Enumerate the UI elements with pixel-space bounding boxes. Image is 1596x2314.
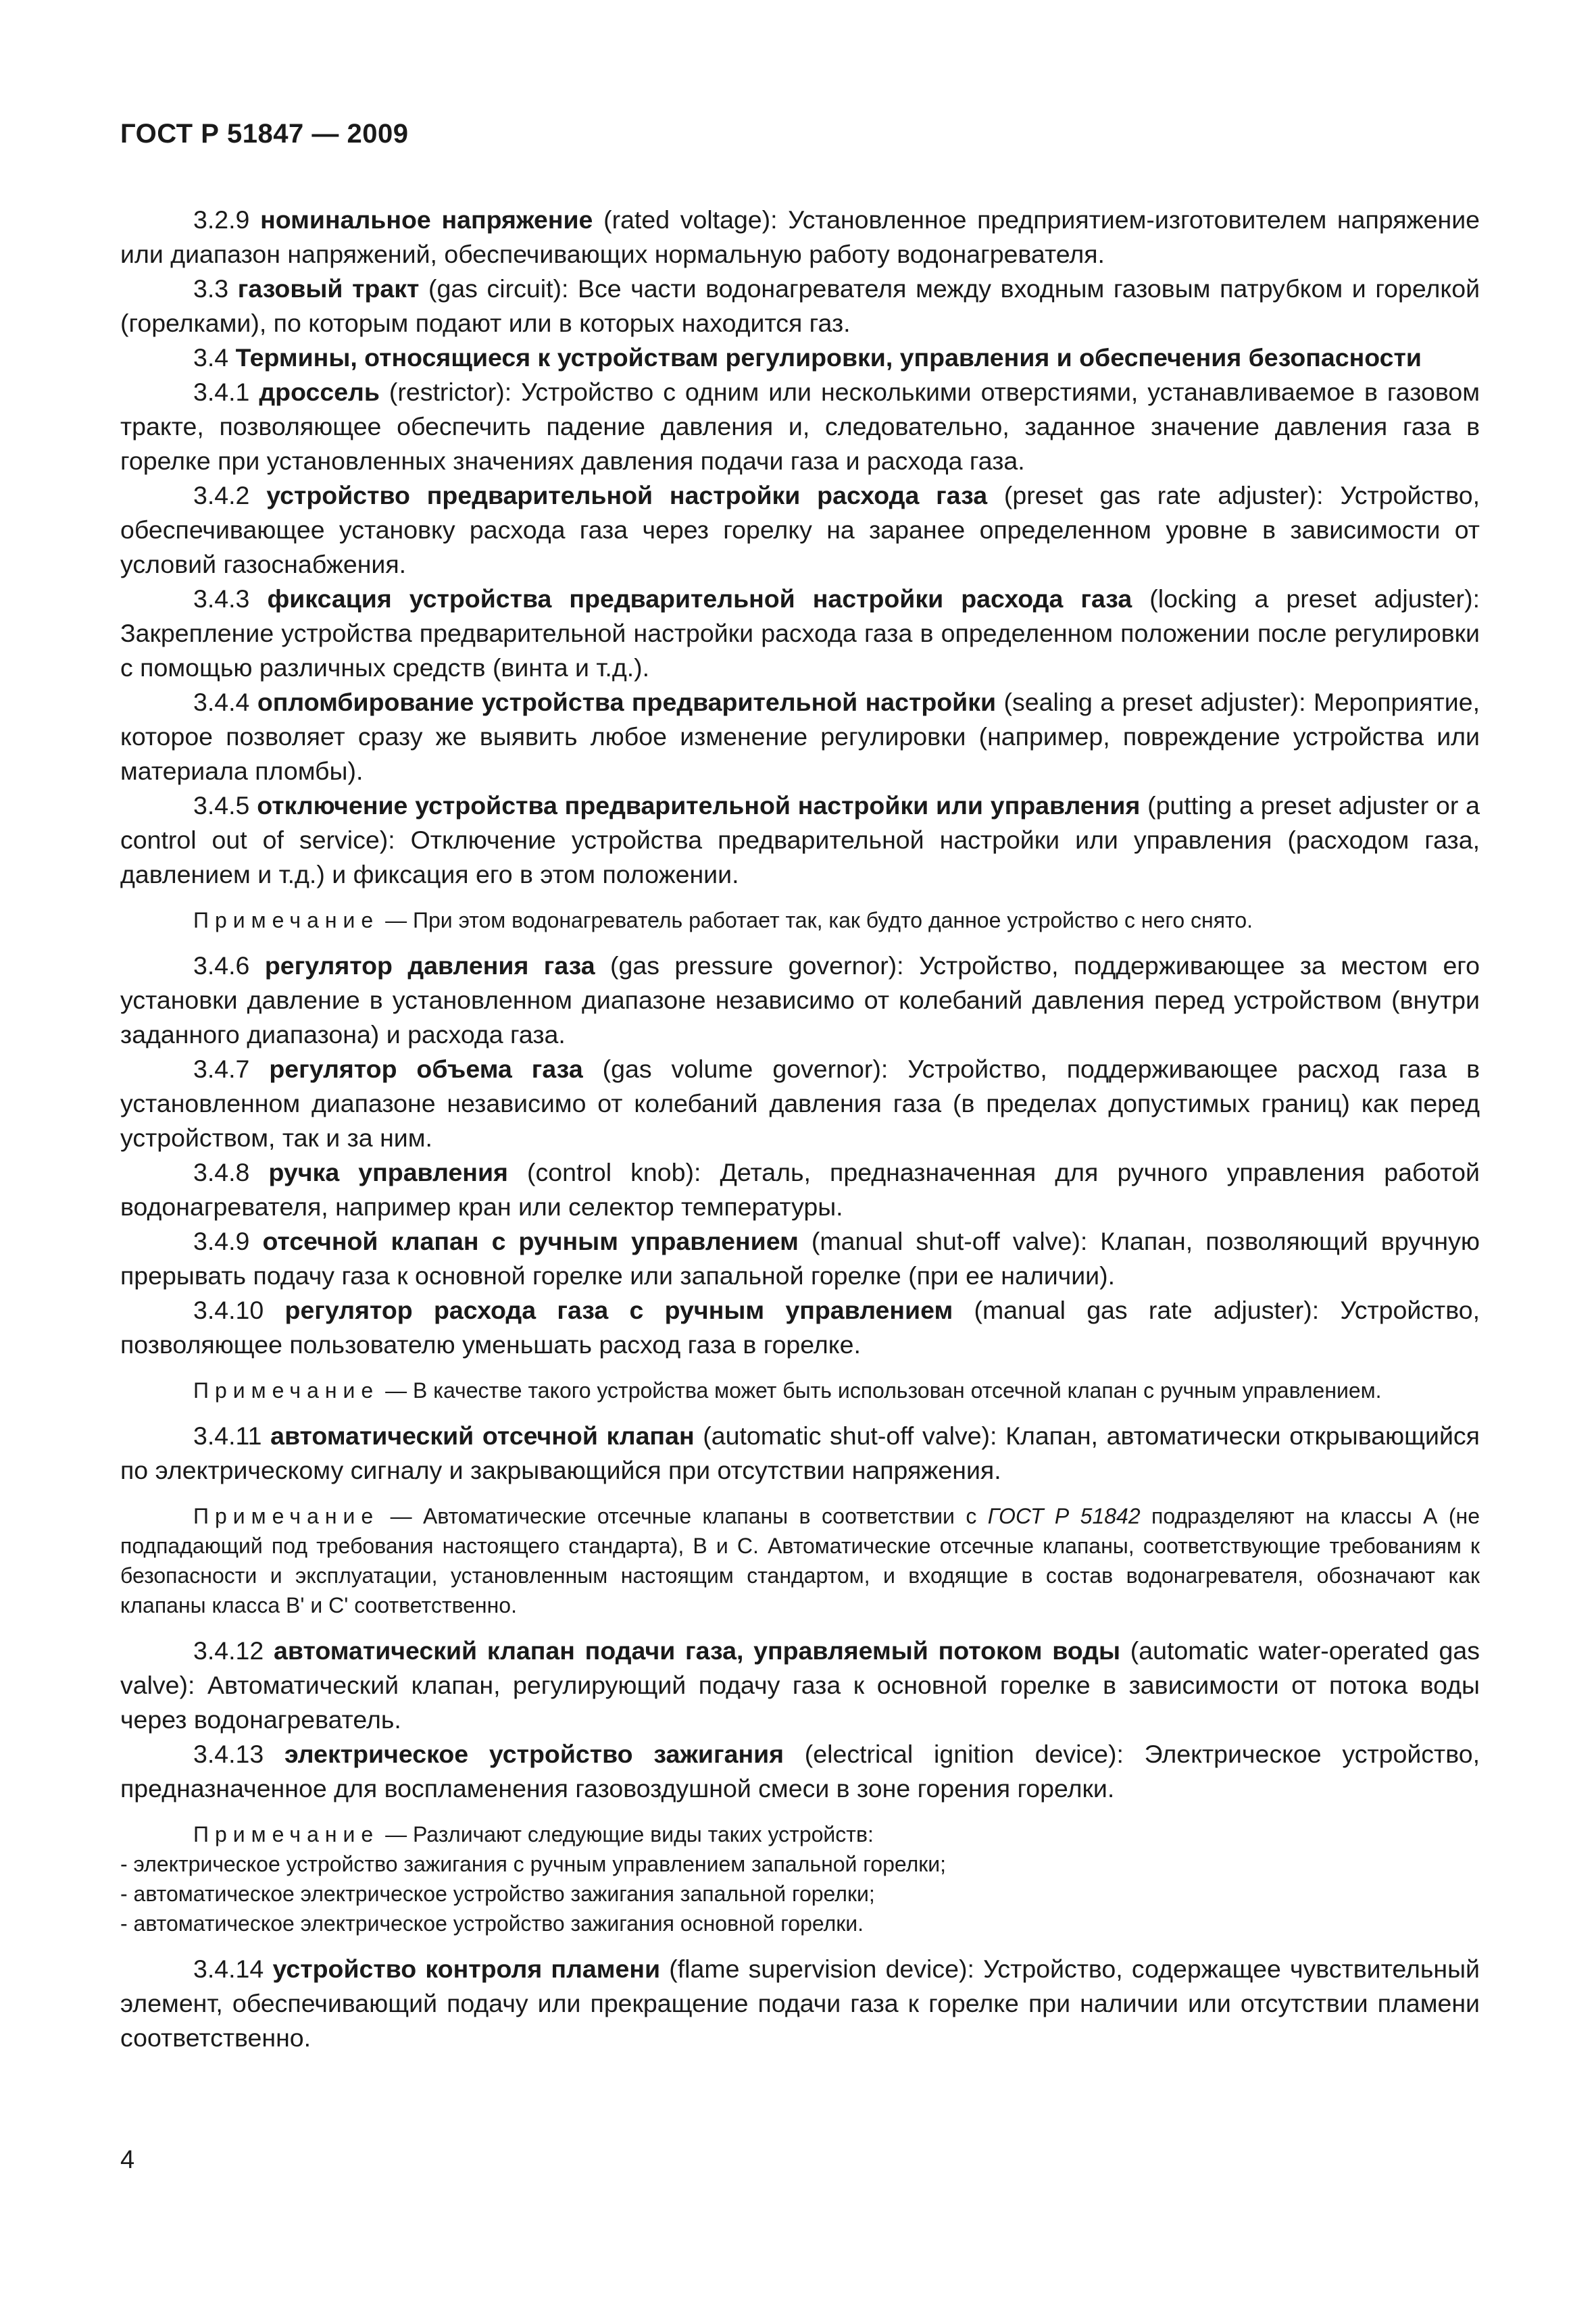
term-description: (sealing a preset adjuster): Мероприятие, которое позволяет сразу же выявить любое изменение регулировки (например, повреждение устройства или материала пломбы).: [120, 688, 1480, 785]
term-name: автоматический отсечной клапан: [270, 1422, 695, 1450]
clause-number: 3.4.5: [193, 791, 250, 820]
term-description: (gas volume governor): Устройство, поддерживающее расход газа в установленном диапазоне независимо от колебаний давления газа (в пределах допустимых границ) как перед устройством, так и за ним.: [120, 1055, 1480, 1152]
sections-group-1: [120, 203, 1480, 892]
term-name: регулятор объема газа: [269, 1055, 583, 1083]
clause-number: 3.4.2: [193, 481, 250, 509]
clause-number: 3.4: [193, 343, 229, 372]
term-definition-3-4-5: [120, 788, 1480, 892]
term-name: Термины, относящиеся к устройствам регулировки, управления и обеспечения безопасности: [235, 343, 1422, 372]
term-name: регулятор давления газа: [264, 951, 595, 980]
term-definition-3-2-9: [120, 203, 1480, 272]
term-name: фиксация устройства предварительной настройки расхода газа: [267, 584, 1132, 613]
list-item: - автоматическое электрическое устройство зажигания основной горелки.: [120, 1911, 864, 1936]
sections-group-5: [120, 1952, 1480, 2055]
term-name: дроссель: [259, 378, 380, 406]
clause-number: 3.4.13: [193, 1740, 264, 1768]
document-body: [120, 203, 1480, 2055]
term-definition-3-4-14: [120, 1952, 1480, 2055]
term-name: отсечной клапан с ручным управлением: [262, 1227, 799, 1255]
term-description: (gas circuit): Все части водонагревателя между входным газовым патрубком и горелкой (горелками), по которым подают или в которых находится газ.: [120, 274, 1480, 337]
term-name: устройство предварительной настройки расхода газа: [266, 481, 988, 509]
term-definition-3-4-3: [120, 582, 1480, 685]
note-label: Примечание: [193, 1378, 380, 1403]
term-name: регулятор расхода газа с ручным управлением: [284, 1296, 953, 1324]
term-definition-3-3: [120, 272, 1480, 341]
term-definition-3-4-8: [120, 1155, 1480, 1224]
note-text: — Различают следующие виды таких устройств:: [379, 1822, 874, 1846]
clause-number: 3.4.1: [193, 378, 250, 406]
note-text: — Автоматические отсечные клапаны в соответствии с: [379, 1504, 988, 1528]
note-intro: [120, 1819, 1480, 1849]
sections-group-4: [120, 1634, 1480, 1806]
term-description: (manual shut-off valve): Клапан, позволяющий вручную прерывать подачу газа к основной горелке или запальной горелке (при ее наличии).: [120, 1227, 1480, 1290]
note-1: [120, 905, 1480, 935]
term-name: опломбирование устройства предварительной настройки: [257, 688, 997, 716]
term-definition-3-4-7: [120, 1052, 1480, 1155]
sections-group-3: [120, 1419, 1480, 1488]
note-2: [120, 1376, 1480, 1405]
term-definition-3-4: [120, 341, 1480, 375]
term-description: (automatic shut-off valve): Клапан, автоматически открывающийся по электрическому сигналу и закрывающийся при отсутствии напряжения.: [120, 1422, 1480, 1484]
term-description: (flame supervision device): Устройство, содержащее чувствительный элемент, обеспечивающий подачу или прекращение подачи газа к горелке при наличии или отсутствии пламени соответственно.: [120, 1955, 1480, 2052]
term-name: устройство контроля пламени: [272, 1955, 661, 1983]
note-label: Примечание: [193, 908, 380, 932]
clause-number: 3.2.9: [193, 205, 250, 234]
clause-number: 3.4.12: [193, 1636, 264, 1665]
term-name: отключение устройства предварительной настройки или управления: [257, 791, 1141, 820]
term-definition-3-4-2: [120, 478, 1480, 582]
note-text: — При этом водонагреватель работает так, как будто данное устройство с него снято.: [379, 908, 1253, 932]
term-name: номинальное напряжение: [260, 205, 593, 234]
list-item: - электрическое устройство зажигания с ручным управлением запальной горелки;: [120, 1852, 947, 1876]
clause-number: 3.4.11: [193, 1422, 262, 1450]
note-list: [120, 1849, 1480, 1938]
term-definition-3-4-1: [120, 375, 1480, 478]
term-description: (gas pressure governor): Устройство, поддерживающее за местом его установки давление в установленном диапазоне независимо от колебаний давления перед устройством (внутри заданного диапазона) и расхода газа.: [120, 951, 1480, 1049]
clause-number: 3.4.4: [193, 688, 250, 716]
term-definition-3-4-12: [120, 1634, 1480, 1737]
term-definition-3-4-10: [120, 1293, 1480, 1362]
list-item: - автоматическое электрическое устройство зажигания запальной горелки;: [120, 1882, 875, 1906]
sections-group-2: [120, 949, 1480, 1362]
term-description: (preset gas rate adjuster): Устройство, обеспечивающее установку расхода газа через горелку на заранее определенном уровне в зависимости от условий газоснабжения.: [120, 481, 1480, 578]
clause-number: 3.4.3: [193, 584, 250, 613]
note-text: подразделяют на классы А (не подпадающий под требования настоящего стандарта), В и С. Автоматические отсечные клапаны, соответствующие требованиям к безопасности и эксплуатации, установленным настоящим стандартом, и входящие в состав водонагревателя, обозначают как клапаны класса В' и С' соответственно.: [120, 1504, 1480, 1617]
clause-number: 3.4.10: [193, 1296, 264, 1324]
clause-number: 3.4.14: [193, 1955, 264, 1983]
term-definition-3-4-13: [120, 1737, 1480, 1806]
clause-number: 3.4.6: [193, 951, 250, 980]
term-definition-3-4-9: [120, 1224, 1480, 1293]
term-description: (manual gas rate adjuster): Устройство, позволяющее пользователю уменьшать расход газа в горелке.: [120, 1296, 1480, 1359]
term-description: (rated voltage): Установленное предприятием-изготовителем напряжение или диапазон напряжений, обеспечивающих нормальную работу водонагревателя.: [120, 205, 1480, 268]
term-description: (control knob): Деталь, предназначенная для ручного управления работой водонагревателя, например кран или селектор температуры.: [120, 1158, 1480, 1221]
standard-reference: ГОСТ Р 51842: [987, 1504, 1141, 1528]
term-description: (automatic water-operated gas valve): Автоматический клапан, регулирующий подачу газа к основной горелке в зависимости от потока воды через водонагреватель.: [120, 1636, 1480, 1734]
clause-number: 3.3: [193, 274, 229, 303]
term-definition-3-4-4: [120, 685, 1480, 788]
term-description: (restrictor): Устройство с одним или несколькими отверстиями, устанавливаемое в газовом тракте, позволяющее обеспечить падение давления и, следовательно, заданное значение давления газа в горелке при установленных значениях давления подачи газа и расхода газа.: [120, 378, 1480, 475]
clause-number: 3.4.7: [193, 1055, 250, 1083]
term-description: (putting a preset adjuster or a control out of service): Отключение устройства предварительной настройки или управления (расходом газа, давлением и т.д.) и фиксация его в этом положении.: [120, 791, 1480, 888]
term-name: электрическое устройство зажигания: [284, 1740, 784, 1768]
clause-number: 3.4.8: [193, 1158, 250, 1186]
term-description: (locking a preset adjuster): Закрепление устройства предварительной настройки расхода газа в определенном положении после регулировки с помощью различных средств (винта и т.д.).: [120, 584, 1480, 682]
note-3: [120, 1501, 1480, 1620]
term-definition-3-4-6: [120, 949, 1480, 1052]
term-description: (electrical ignition device): Электрическое устройство, предназначенное для воспламенения газовоздушной смеси в зоне горения горелки.: [120, 1740, 1480, 1803]
note-4: [120, 1819, 1480, 1938]
page-number: 4: [120, 2146, 135, 2174]
term-name: автоматический клапан подачи газа, управляемый потоком воды: [274, 1636, 1120, 1665]
note-label: Примечание: [193, 1504, 380, 1528]
note-text: — В качестве такого устройства может быть использован отсечной клапан с ручным управлением.: [379, 1378, 1382, 1403]
term-name: газовый тракт: [237, 274, 420, 303]
clause-number: 3.4.9: [193, 1227, 250, 1255]
term-name: ручка управления: [268, 1158, 508, 1186]
term-definition-3-4-11: [120, 1419, 1480, 1488]
note-label: Примечание: [193, 1822, 380, 1846]
document-code-header: ГОСТ Р 51847 — 2009: [120, 119, 409, 149]
